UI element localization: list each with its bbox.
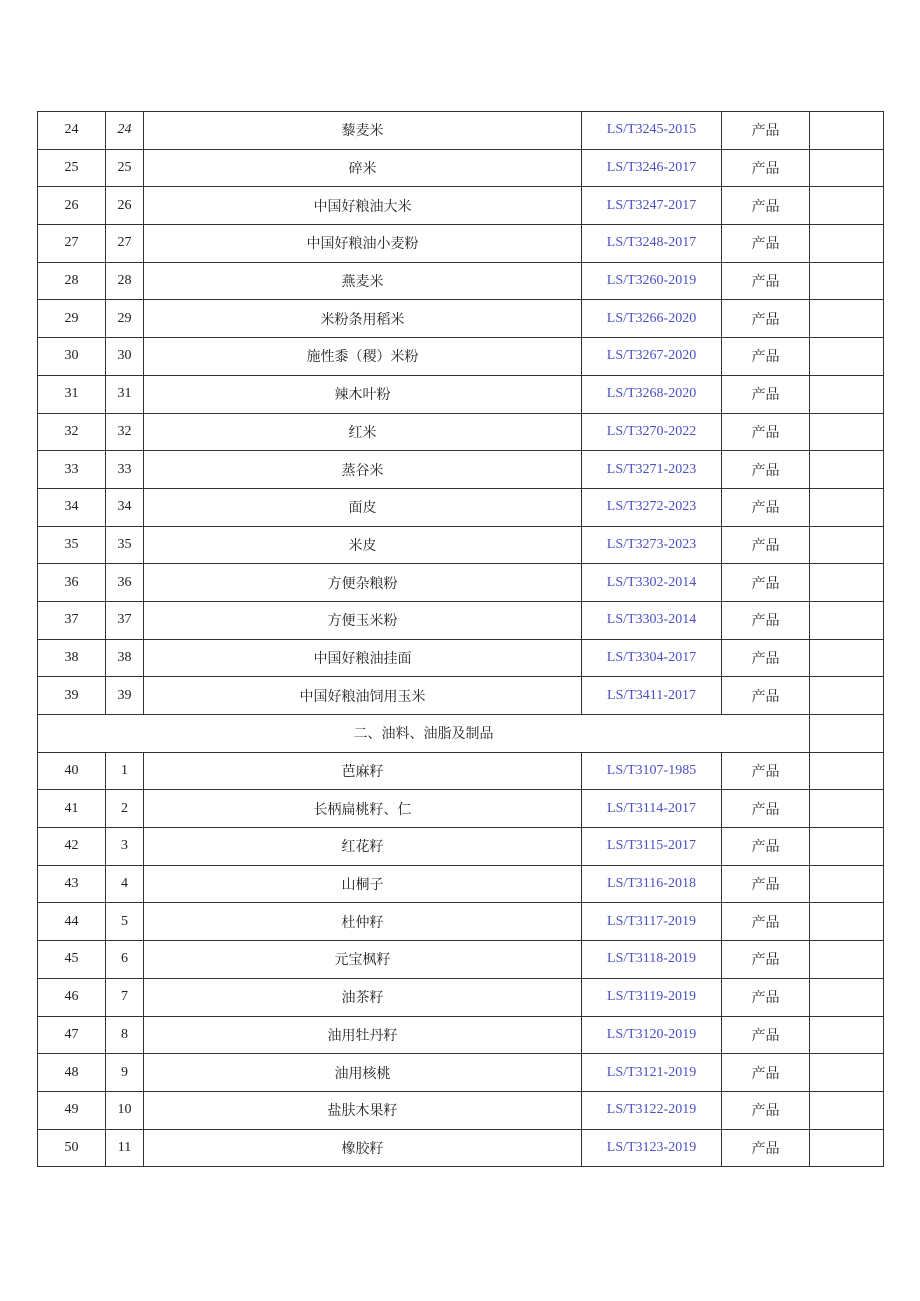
category-seq: 39 xyxy=(106,677,144,715)
row-number: 29 xyxy=(38,300,106,338)
category-seq: 32 xyxy=(106,413,144,451)
table-row xyxy=(38,451,884,489)
standard-name: 中国好粮油大米 xyxy=(144,187,582,225)
standard-code: LS/T3123-2019 xyxy=(582,1129,722,1167)
row-number: 45 xyxy=(38,941,106,979)
table-row xyxy=(38,828,884,866)
category-seq: 29 xyxy=(106,300,144,338)
row-number: 42 xyxy=(38,828,106,866)
remark xyxy=(810,903,884,941)
category-seq: 9 xyxy=(106,1054,144,1092)
table-row xyxy=(38,1016,884,1054)
standard-code: LS/T3272-2023 xyxy=(582,488,722,526)
standard-code: LS/T3267-2020 xyxy=(582,338,722,376)
standard-code: LS/T3117-2019 xyxy=(582,903,722,941)
remark xyxy=(810,225,884,263)
remark xyxy=(810,564,884,602)
standard-name: 中国好粮油饲用玉米 xyxy=(144,677,582,715)
remark xyxy=(810,526,884,564)
standard-type: 产品 xyxy=(722,1091,810,1129)
standard-code: LS/T3268-2020 xyxy=(582,375,722,413)
remark xyxy=(810,413,884,451)
table-row xyxy=(38,338,884,376)
category-seq: 35 xyxy=(106,526,144,564)
standard-code: LS/T3118-2019 xyxy=(582,941,722,979)
standard-type: 产品 xyxy=(722,790,810,828)
row-number: 31 xyxy=(38,375,106,413)
table-row xyxy=(38,865,884,903)
standard-name: 面皮 xyxy=(144,488,582,526)
standard-name: 长柄扁桃籽、仁 xyxy=(144,790,582,828)
standard-name: 方便杂粮粉 xyxy=(144,564,582,602)
category-seq: 7 xyxy=(106,978,144,1016)
standard-name: 油用核桃 xyxy=(144,1054,582,1092)
section-title: 二、油料、油脂及制品 xyxy=(38,715,810,753)
row-number: 36 xyxy=(38,564,106,602)
category-seq: 27 xyxy=(106,225,144,263)
table-row xyxy=(38,526,884,564)
standard-type: 产品 xyxy=(722,1054,810,1092)
standard-code: LS/T3247-2017 xyxy=(582,187,722,225)
standard-name: 燕麦米 xyxy=(144,262,582,300)
standard-code: LS/T3270-2022 xyxy=(582,413,722,451)
row-number: 30 xyxy=(38,338,106,376)
standard-name: 辣木叶粉 xyxy=(144,375,582,413)
remark xyxy=(810,338,884,376)
standard-type: 产品 xyxy=(722,225,810,263)
row-number: 44 xyxy=(38,903,106,941)
standard-name: 藜麦米 xyxy=(144,112,582,150)
standard-code: LS/T3260-2019 xyxy=(582,262,722,300)
remark xyxy=(810,1129,884,1167)
table-row xyxy=(38,413,884,451)
table-row xyxy=(38,149,884,187)
remark xyxy=(810,601,884,639)
standard-code: LS/T3248-2017 xyxy=(582,225,722,263)
standard-code: LS/T3246-2017 xyxy=(582,149,722,187)
category-seq: 8 xyxy=(106,1016,144,1054)
row-number: 32 xyxy=(38,413,106,451)
remark xyxy=(810,187,884,225)
standard-name: 方便玉米粉 xyxy=(144,601,582,639)
standard-code: LS/T3303-2014 xyxy=(582,601,722,639)
standard-code: LS/T3120-2019 xyxy=(582,1016,722,1054)
table-row xyxy=(38,677,884,715)
remark xyxy=(810,752,884,790)
standard-type: 产品 xyxy=(722,338,810,376)
standard-type: 产品 xyxy=(722,978,810,1016)
row-number: 33 xyxy=(38,451,106,489)
category-seq: 36 xyxy=(106,564,144,602)
standard-type: 产品 xyxy=(722,828,810,866)
standard-code: LS/T3107-1985 xyxy=(582,752,722,790)
category-seq: 34 xyxy=(106,488,144,526)
standard-type: 产品 xyxy=(722,564,810,602)
remark xyxy=(810,828,884,866)
table-row xyxy=(38,300,884,338)
row-number: 24 xyxy=(38,112,106,150)
standard-type: 产品 xyxy=(722,865,810,903)
standard-name: 蒸谷米 xyxy=(144,451,582,489)
standard-code: LS/T3116-2018 xyxy=(582,865,722,903)
row-number: 39 xyxy=(38,677,106,715)
row-number: 28 xyxy=(38,262,106,300)
remark xyxy=(810,375,884,413)
standard-type: 产品 xyxy=(722,451,810,489)
remark xyxy=(810,1091,884,1129)
category-seq: 31 xyxy=(106,375,144,413)
standard-type: 产品 xyxy=(722,752,810,790)
standard-type: 产品 xyxy=(722,1016,810,1054)
standard-name: 碎米 xyxy=(144,149,582,187)
category-seq: 28 xyxy=(106,262,144,300)
standard-type: 产品 xyxy=(722,149,810,187)
table-row xyxy=(38,941,884,979)
standard-code: LS/T3304-2017 xyxy=(582,639,722,677)
table-row xyxy=(38,639,884,677)
row-number: 48 xyxy=(38,1054,106,1092)
table-row xyxy=(38,1129,884,1167)
row-number: 43 xyxy=(38,865,106,903)
row-number: 46 xyxy=(38,978,106,1016)
standard-type: 产品 xyxy=(722,187,810,225)
standard-name: 芭麻籽 xyxy=(144,752,582,790)
remark xyxy=(810,790,884,828)
row-number: 49 xyxy=(38,1091,106,1129)
standard-name: 米皮 xyxy=(144,526,582,564)
category-seq: 38 xyxy=(106,639,144,677)
remark xyxy=(810,149,884,187)
standard-code: LS/T3302-2014 xyxy=(582,564,722,602)
standard-type: 产品 xyxy=(722,677,810,715)
category-seq: 11 xyxy=(106,1129,144,1167)
standard-code: LS/T3114-2017 xyxy=(582,790,722,828)
category-seq: 4 xyxy=(106,865,144,903)
standard-type: 产品 xyxy=(722,526,810,564)
row-number: 26 xyxy=(38,187,106,225)
remark xyxy=(810,262,884,300)
remark xyxy=(810,112,884,150)
standard-type: 产品 xyxy=(722,941,810,979)
table-row xyxy=(38,903,884,941)
row-number: 38 xyxy=(38,639,106,677)
row-number: 37 xyxy=(38,601,106,639)
category-seq: 2 xyxy=(106,790,144,828)
standard-type: 产品 xyxy=(722,488,810,526)
table-row xyxy=(38,488,884,526)
standard-code: LS/T3119-2019 xyxy=(582,978,722,1016)
standard-type: 产品 xyxy=(722,262,810,300)
category-seq: 25 xyxy=(106,149,144,187)
category-seq: 3 xyxy=(106,828,144,866)
standards-table xyxy=(37,111,884,1167)
table-row xyxy=(38,1091,884,1129)
row-number: 47 xyxy=(38,1016,106,1054)
remark xyxy=(810,1054,884,1092)
standard-code: LS/T3273-2023 xyxy=(582,526,722,564)
row-number: 40 xyxy=(38,752,106,790)
standard-type: 产品 xyxy=(722,413,810,451)
remark xyxy=(810,978,884,1016)
standard-name: 油用牡丹籽 xyxy=(144,1016,582,1054)
standard-name: 杜仲籽 xyxy=(144,903,582,941)
table-row xyxy=(38,752,884,790)
section-header-row xyxy=(38,715,884,753)
standard-code: LS/T3411-2017 xyxy=(582,677,722,715)
table-row xyxy=(38,564,884,602)
standard-name: 山桐子 xyxy=(144,865,582,903)
row-number: 35 xyxy=(38,526,106,564)
row-number: 27 xyxy=(38,225,106,263)
standard-type: 产品 xyxy=(722,375,810,413)
category-seq: 5 xyxy=(106,903,144,941)
standards-table-body xyxy=(38,112,884,1167)
table-row xyxy=(38,225,884,263)
standard-name: 元宝枫籽 xyxy=(144,941,582,979)
standard-code: LS/T3122-2019 xyxy=(582,1091,722,1129)
standard-type: 产品 xyxy=(722,1129,810,1167)
category-seq: 24 xyxy=(106,112,144,150)
standard-code: LS/T3121-2019 xyxy=(582,1054,722,1092)
remark xyxy=(810,451,884,489)
standard-name: 红花籽 xyxy=(144,828,582,866)
remark xyxy=(810,300,884,338)
table-row xyxy=(38,978,884,1016)
standard-name: 油茶籽 xyxy=(144,978,582,1016)
standard-name: 米粉条用稻米 xyxy=(144,300,582,338)
standard-name: 橡胶籽 xyxy=(144,1129,582,1167)
remark xyxy=(810,488,884,526)
remark xyxy=(810,715,884,753)
standard-name: 盐肤木果籽 xyxy=(144,1091,582,1129)
standard-type: 产品 xyxy=(722,300,810,338)
category-seq: 26 xyxy=(106,187,144,225)
remark xyxy=(810,1016,884,1054)
category-seq: 10 xyxy=(106,1091,144,1129)
remark xyxy=(810,677,884,715)
standard-type: 产品 xyxy=(722,903,810,941)
standard-code: LS/T3115-2017 xyxy=(582,828,722,866)
table-row xyxy=(38,112,884,150)
row-number: 41 xyxy=(38,790,106,828)
table-row xyxy=(38,790,884,828)
standard-name: 红米 xyxy=(144,413,582,451)
row-number: 25 xyxy=(38,149,106,187)
category-seq: 33 xyxy=(106,451,144,489)
remark xyxy=(810,865,884,903)
row-number: 34 xyxy=(38,488,106,526)
standard-code: LS/T3271-2023 xyxy=(582,451,722,489)
table-row xyxy=(38,187,884,225)
standard-type: 产品 xyxy=(722,601,810,639)
category-seq: 37 xyxy=(106,601,144,639)
category-seq: 30 xyxy=(106,338,144,376)
table-row xyxy=(38,262,884,300)
table-row xyxy=(38,601,884,639)
standard-name: 中国好粮油挂面 xyxy=(144,639,582,677)
standard-name: 施性黍（稷）米粉 xyxy=(144,338,582,376)
standard-type: 产品 xyxy=(722,639,810,677)
category-seq: 1 xyxy=(106,752,144,790)
remark xyxy=(810,639,884,677)
remark xyxy=(810,941,884,979)
row-number: 50 xyxy=(38,1129,106,1167)
standard-code: LS/T3245-2015 xyxy=(582,112,722,150)
standard-type: 产品 xyxy=(722,112,810,150)
standard-code: LS/T3266-2020 xyxy=(582,300,722,338)
table-row xyxy=(38,1054,884,1092)
category-seq: 6 xyxy=(106,941,144,979)
table-row xyxy=(38,375,884,413)
standard-name: 中国好粮油小麦粉 xyxy=(144,225,582,263)
